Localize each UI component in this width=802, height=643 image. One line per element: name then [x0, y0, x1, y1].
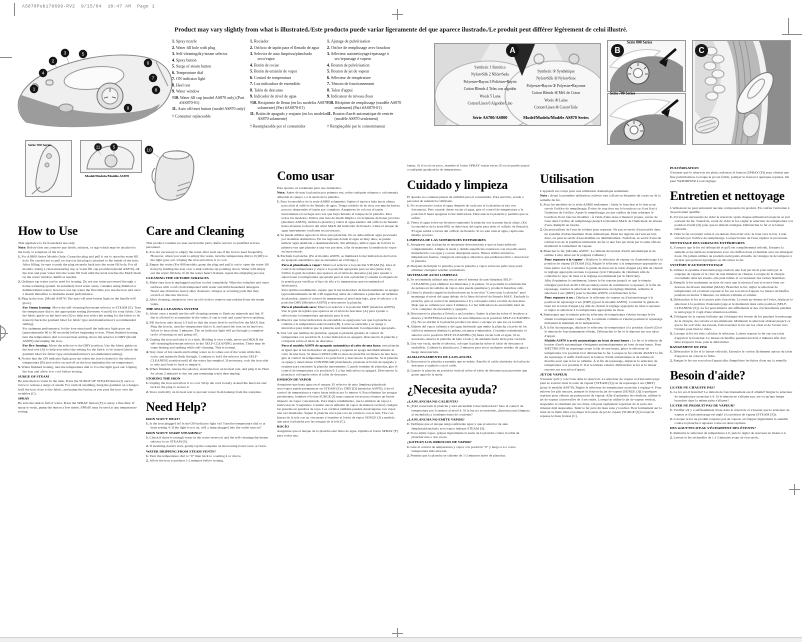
crop-mark — [788, 18, 789, 34]
paragraph: 3. Selector de auto limpieza/planchado seco/vapor — [250, 51, 313, 61]
paragraph: Para el planchado a vapor: Mueva el selector a la posición STEAM (S). Gire el control de temperatura y vapor a la posición apropiada para su tela (entre 4-6). Utilice la guía de tejidos que aparece en el talón de descanso (A) para ayudar a seleccionar la temperatura apropiada para la tela a planchar (consulte la etiqueta de la prenda para verificar el tipo de tela y la temperatura que recomienda el fabricante). — [281, 262, 398, 288]
figure-c-badge: C — [695, 44, 708, 57]
paragraph: 1. For AS800 Series Models Only: Grasp the plug and pull it out to open the water fill hole. Be careful not to pull too hard as the plug is attached to the inside of the hole. After filling, be sure to push the plug securely back into the water fill hole. For all models: Using a clean measuring cup or water fill cup provided (model AS870), tilt the iron and pour water into the water fill hole until the level reaches the MAX mark on the water window. Refill as needed. — [18, 254, 141, 279]
sub-heading: SPRAY — [18, 396, 30, 401]
paragraph: 4. Stay clear of hot steam and boiling water as it comes out of the vents while lint, scale, and minerals flush through. Continue to hold the selector in the SELF-CLEANING position until all the water has emptied. If necessary, rock the iron side to side and front to back to empty it. — [146, 350, 269, 367]
paragraph: 2. Empty the water (For 800 models, grasp the plug and pull it out to open the water fill hole) by holding the iron over a sink with the tip pointing down. Water will empty out the water fill hole. If all the water hasn't drained, repeat the emptying process. — [146, 262, 269, 275]
paragraph: Cotton Blends 4 Telas con algodón — [463, 86, 517, 92]
paragraph: 11. Botón de apagado y reajuste (en los modelos AS870 solamente) — [250, 111, 328, 121]
paragraph: 2. Vierta el agua sobre un lavadero sujetando la plancha con la punta hacia abajo. (En los modelos de la serie 800, se debe tirar del tapón para abrir el orificio de llenado). El agua saldrá a través del orificio de llenado. Si no sale toda el agua, repita este mismo proceso. — [407, 220, 529, 237]
iron-illustration — [10, 38, 185, 143]
figure-a-badge: A — [506, 44, 519, 57]
paragraph: S'assurer qu'il y a de l'eau dans le réservoir. Le sélecteur de vapeur et d'autonettoyage peut se trouver dans la zone de vapeur (STEAM (S)) ou de repassage à sec (DRY) (pour le modèle AS870). Régler le sélecteur de température au moins à réglage 4. Pour enlever les plis tenaces, pomper le bouton du jet de vapeur (SURGE (J)) à quelques reprises pour obtenir un puissant jet de vapeur. Afin d'optimiser les résultats, utiliser le jet de vapeur à intervalles de 3 secondes. Lorsqu'on utilise le jet de vapeur vertical, suspendre le vêtement sur un cintre. On peut également vaporiser de la sorte des rideaux déjà suspendus. Tenir le fer près du tissu sans y toucher. Tirer fermement sur le tissu de la main libre et pomper le bouton de jet de vapeur (SURGE (J)) lorsqu'on repasse le tissu froissé (C). — [540, 377, 662, 419]
paragraph: 4. Botón de rociar — [250, 62, 279, 68]
sub-heading: SISTEMA DE AUTO LIMPIEZA — [407, 273, 458, 277]
paragraph: Para óptimo rendimiento, espere que la luz indicadora de funcionamiento se apague (aproximadamente de 60 a 90 segundos) antes de comenzar a planchar. Al terminar de planchar, ajuste el control de temperatura al nivel más bajo, pase el selector a la posición DRY (Modelos AS870) y desconecte la plancha. — [281, 288, 399, 305]
paragraph: 1. Le fer est-il branché? Le témoin de fonctionnement est-il allumé? Régler le sélecteur de température au moins à 4. Si le témoin ne s'allume pas, est-ce qu'une lampe branchée dans la même prise s'allume? — [670, 390, 793, 403]
paragraph: Cotton/Linen 6 Algodón/Lino — [467, 101, 513, 106]
paragraph: Wools ⑤ Laine — [544, 97, 568, 103]
sub-heading: EMISIÓN DE VAPOR — [277, 377, 312, 382]
paragraph: 1. Pour les modèles de la série AS800 seulement : Saisir le bouchon et le tirer pour ouvrir l'orifice de remplissage. Éviter de trop tirer sur le bouchon car il est fixé à l'intérieur de l'orifice. Après le remplissage, ne pas oublier de bien refermer le bouchon. Pour tous les modèles : À l'aide d'une tasse à mesurer propre, verser de l'eau dans l'orifice de remplissage jusqu'à la mention MAX de l'indicateur de niveau d'eau. Remplir au besoin. — [540, 202, 663, 227]
paragraph: 1. Vérifier s'il y a suffisamment d'eau dans le réservoir et s'assurer que le sélecteur de vapeur et d'autonettoyage est réglé à la position de vapeur (STEAM (S)). — [670, 408, 790, 417]
sub-heading: DES GOUTTES D'EAU S'ÉCHAPPENT DES ÉVENTS? — [670, 426, 756, 431]
paragraph: Be sure the tank is full of water. Press the SPRAY button (F) to spray a fine mist. If spray is weak, pump the button a few times. SPRAY may be used at any temperature setting. — [18, 401, 137, 414]
paragraph: †10. Water fill cup (model AS870 only) (Part #AS870-01) — [172, 95, 245, 105]
paragraph: 4. Remarquer que le témoin près du sélecteur de température s'éteint lorsque le fer atteint la température voulue (B). Le témoin s'allume et s'éteint pendant le repassage indiquant le maintien de la température. — [540, 312, 663, 325]
fabric-guide-left-caption: Série AS700/AS800 — [472, 115, 508, 120]
paragraph: 2. Fill the iron only about 1/3 full so that the water level is well below the MAX line. Plug the iron in, turn the temperature dial to 6, and stand the iron on its heel rest. Allow to heat about 3 minutes. The on indicator light will go through a complete cycle of turning on and going off. — [146, 320, 266, 337]
paragraph: 2. Llene la plancha según las indicaciones en la sección "Como usar la plancha" pero mantenga el nivel del agua debajo de la línea del nivel de llenado MAX. Enchufe la plancha, gire el control de temperatura a 6 y colóquela sobre el talón de descanso. Deje que se caliente por unos 3 minutos. La luz indicadora de encendido hará un ciclo completo de encendido y apagado. — [407, 290, 529, 311]
section-heading: Entretien et nettoyage — [670, 189, 785, 203]
figure-c-panel — [692, 40, 791, 145]
paragraph: †10. Recipiente de llenar (en los modelos AS870 solamente) (Part #AS870-01) — [250, 100, 329, 110]
paragraph: 5. When finished, release the selector, stand the iron on its heel rest, and plug it in. Heat for about 2 minutes to dry out any remaining water then unplug. — [146, 367, 269, 376]
paragraph: Este aparato es solamente para uso doméstico. — [277, 186, 342, 190]
paragraph: Asegúrese que haya agua en el tanque. El selector de auto limpieza/planchado seco/vapor puede permanecer en STEAM (S) o DRY (D) (modelos AS870). Gire el control de temperatura y vapor hasta indicar por lo menos 4. Para eliminar las arrugas persistentes, bombee el botón SURGE (J) unas cuantas veces para obtener un fuerte impacto de vapor concentrado. Para mejor rendimiento, use la emisión de vapor a intervalos de 3 segundos. Cuando use la emisión de vapor de manera vertical, cuelgue las prendas en ganchos de ropa. Las cortinas también pueden desarrugarse con vapor una vez instaladas. Sujete la plancha cerca pero no en contacto con la tela. Tire con fuerza de la tela con su otra mano y bombee el botón de vapor SURGE (J) a medida que pasa la plancha por las arrugas de la tela (C). — [277, 382, 398, 424]
thumbnail-700-label: Série 700 Series — [28, 143, 52, 147]
column-care-cleaning — [146, 225, 269, 643]
figure-b-badge: B — [611, 44, 624, 57]
sub-heading: THE SELF-CLEANING SYSTEM — [146, 306, 199, 311]
paragraph: 6. Temperature dial — [172, 70, 204, 75]
section-heading: Utilisation — [540, 173, 594, 186]
paragraph: buena. Si el rocío es poco, bombee el botón SPRAY varias veces. El rocío puede usarse a cualquier graduación de temperatura. — [407, 163, 530, 172]
iron-700-mini-illustration — [26, 141, 71, 196]
crop-mark — [782, 34, 802, 35]
paragraph: 1. Remettre le sélecteur de température à 0, puis le régler de nouveau au moins à 4. — [670, 430, 787, 435]
sub-heading: LIMPIEZA DE LAS SUPERFICIES EXTERIORES — [407, 238, 486, 242]
paragraph: S'assurer que le réservoir est plein, enfoncer le bouton (SPRAY (F)) pour obtenir une fine pulvérisation. Lorsque le jet est faible, pomper le bouton à quelques reprises. On peut VAPORISER à tout réglage. — [670, 170, 790, 183]
svg-text:8: 8 — [154, 87, 158, 93]
paragraph: For optimum performance, let the iron stand until the indicator light goes out (approximately 60 to 90 seconds) before beginning to iron. When finished ironing, turn the temperature dial to lowest heat setting, move the selector to DRY (model AS870) and unplug the iron. — [22, 326, 139, 343]
paragraph: 1. Para los modelos de la serie AS800 solamente: Sujete el tapón y hale hacia afuera para abrir el orificio de llenado de agua. Tenga cuidado de no tirar con mucha fuerza para no desprender el tapón por completo. Asegúrese de colocar el tapón nuevamente en su lugar una vez que haya llenado el tanque de la plancha. Para todos los modelos: Utilice una taza de medir limpia o el recipiente de llenar provisto (modelos AS870), incline la plancha y vierta el agua adentro del orificio de llenado hasta alcanzar la marca del nivel MAX del indicador de llenado. Llene el tanque de agua nuevamente conforme sea necesario. — [277, 199, 400, 233]
paragraph: 1. About once a month use the self-cleaning system to flush out minerals and lint. If lint is allowed to accumulate in the vents, it can scorch and cause brown spotting. — [146, 311, 265, 320]
paragraph: Nylon•Silk 2 Nilón•Seda — [471, 72, 509, 77]
paragraph: 1. ¿Está conectada la plancha y está encendida la luz indicadora? Gire el control de temperatura por lo menos al nivel 4. Si la luz no se enciende, ¿funciona una lámpara al enchufarla a la misma toma de corriente? — [407, 404, 530, 417]
paragraph: L'appareil est conçu pour une utilisation domestique seulement. — [540, 189, 630, 193]
paragraph: Note : Avant la première utilisation, enlever tout collant ou étiquette du corps ou de la semelle du fer. — [540, 193, 661, 202]
paragraph: 2. Ordinary tap water can be used for ironing. Do not use water processed through a home-softening system. In extremely hard water areas, consider using distilled or demineralized water; however, use tap water the first time you use the iron and once a month thereafter to maintain steam performance. — [18, 279, 141, 296]
paragraph: † Remplaçable par le consommateur — [327, 124, 386, 129]
section-heading: Como usar — [277, 170, 335, 183]
paragraph: This appliance is for household use only. — [18, 241, 76, 245]
paragraph: 5. Surge of steam button — [172, 64, 212, 69]
column-how-to-use — [18, 225, 141, 643]
paragraph: 1. S'assurer que le fer est débranché et qu'il est complètement refroidi. Essuyer la semelle et les surfaces extérieures avec un chiffon doux et humide avec un détergent doux. Ne jamais utiliser de produits nettoyants abrasifs, de vinaigre ni de tampons à récurer qui peuvent égratigner ou décolorer le fer. — [670, 245, 793, 262]
paragraph: 1. Débrancher le fer et le laisser refroidir. Enrouler le cordon lâchement autour du talon d'appui et en coincer la fiche. — [670, 349, 793, 358]
sub-heading: LE FER NE CHAUFFE PAS? — [670, 385, 716, 390]
paragraph: 2. Allow the iron to preheat 1-2 minutes before ironing. — [146, 458, 224, 463]
registration-target — [0, 326, 6, 339]
figure-b-panel-700 — [607, 93, 686, 145]
parts-list-spanish — [250, 39, 329, 129]
paragraph: 9. Indicateur de niveau d'eau — [327, 94, 373, 99]
paragraph: 8. Talón de descanso — [250, 87, 284, 93]
paragraph: 3. Débrancher le fer et le porter près d'un évier. Le tenir au-dessus de l'évier, déplacer le sélecteur à la position d'autonettoyage et le maintenir dans cette position (SELF-CLEANING (S)). Le fer peut émettre des sifflements et des crachotements pendant le nettoyage; il s'agit d'une situation normale. — [670, 297, 793, 314]
paragraph: †10. Récipient de remplissage (modèle AS870 seulement) (Part #AS870-01) — [327, 100, 402, 110]
svg-text:7: 7 — [151, 75, 155, 81]
sub-heading: WATER DRIPPING FROM STEAM VENTS? — [146, 449, 216, 454]
paragraph: 2. Water fill hole with plug — [172, 45, 216, 50]
section-heading: How to Use — [18, 225, 78, 238]
paragraph: 2. Remplir le fer seulement au tiers de sorte que le niveau d'eau se trouve bien au-dessous du niveau maximal (MAX). Brancher le fer, régler le sélecteur de température à 6 et laisser reposer le fer sur son talon d'appui. Le laisser réchauffer pendant au moins 3 minutes. Le témoin s'allume et s'éteint. — [670, 280, 790, 297]
paragraph: 2. If steaming doesn't start, gently tap the soleplate on the ironing board once or twice. — [146, 444, 267, 449]
sub-heading: LE FER NE PRODUIT PAS DE VAPEUR? — [670, 403, 735, 408]
paragraph: 1. Spray nozzle — [172, 39, 197, 44]
sub-heading: ROCÍO — [277, 424, 289, 429]
paragraph: Be sure there is water in the tank. Press the SURGE OF STEAM button (J) once or twice to release a surge of steam. For vertical steaming, hang the garment on a hanger, hold the iron close to the fabric, and pump the button as you pass the iron over the wrinkles (C). — [18, 379, 139, 396]
section-heading: Cuidado y limpieza — [407, 178, 508, 192]
paragraph: 9. Indicador de nivel de agua — [250, 94, 297, 99]
paragraph: Polyester•Rayon 3 Poliéster•Rayón — [463, 79, 517, 84]
paragraph: 3. Unplug the iron and take it to a sink. Holding it over a sink, move and HOLD the self-cleaning/dry/steam selector in the SELF-CLEANING position. There may be some hissing and spitting while self cleaning. This is normal. — [146, 337, 266, 350]
paragraph: 9. Water window — [172, 89, 200, 94]
paragraph: 2. On peut utiliser de l'eau du robinet pour repasser. Ne pas se servir d'eau traitée dans un système d'adoucissement d'eau domestique. Dans les régions où l'eau est très dure, on peut se servir d'eau distillée ou déminéralisée. Toutefois, se servir d'eau du robinet lors de la première utilisation du fer et une fois par mois par la suite afin de maintenir le rendement de vapeur. — [540, 227, 662, 249]
paragraph: 1. No es necesario vaciar el agua después de cada uso si la plancha se usa con frecuencia. Pero cuando desee vaciar el agua, gire el control de temperatura a la posición 0 hasta apagarse la luz indicadora. Desconecte la plancha y permita que se enfríe. — [407, 203, 529, 220]
section-heading: Care and Cleaning — [146, 225, 244, 238]
paragraph: Cotton Blends ④ Mél. de Coton — [531, 90, 581, 96]
paragraph: 2. Store vertically on its heel rest to prevent water from leaking from the soleplate. — [146, 389, 262, 394]
variation-notice: Product may vary slightly from what is illustrated./Este producto puede variar ligeramente del que aparece ilustrado./Le produit peut différer légèrement de celui illustré. — [174, 26, 628, 33]
paragraph: 7. Luz indicadora de encendido — [250, 81, 301, 86]
paragraph: 2. Ranger le fer sur son talon d'appui afin d'empêcher les fuites d'eau sur la semelle. — [670, 358, 788, 363]
paragraph: 2. Después de limpiar la plancha, pase la plancha a vapor sobre un paño viejo para eliminar cualquier residuo acumulado. — [407, 263, 523, 272]
parts-list-french — [327, 39, 403, 129]
crop-mark — [14, 3, 15, 16]
paragraph: 4. Bouton de pulvérisation — [327, 62, 370, 68]
svg-text:11: 11 — [95, 144, 101, 150]
paragraph: L'utilisateur ne peut entretenir aucune composante du produit. En confier l'entretien à du personnel qualifié. — [670, 206, 790, 215]
paragraph: 2. Lorsque le fer ne produit toujours pas de vapeur, en frapper légèrement la semelle contre la planche à repasser à une ou deux reprises. — [670, 416, 789, 425]
prepress-header: AS870Pub178699-RV2 9/15/04 10:47 AM Page 1 — [22, 4, 155, 9]
sub-heading: PULVÉRISATION — [670, 166, 699, 170]
sub-heading: NETTOYAGE DES SURFACES EXTÉRIEURES — [670, 241, 745, 245]
paragraph: Nota: Antes de usar la plancha por primera vez, retire cualquier etiqueta o calcomanía adherida al cuerpo o a la suela de la plancha. — [277, 190, 398, 199]
figure-b-800-label: Série 800 Series — [627, 40, 653, 45]
svg-text:10: 10 — [146, 147, 152, 153]
paragraph: Asegúrese que el tanque de la plancha esté lleno de agua. Oprima el botón SPRAY (F) para rociar una — [277, 429, 398, 438]
paragraph: 11. Auto off/reset button (model AS870 only) — [172, 106, 245, 111]
paragraph: 1. Rociador — [250, 39, 269, 44]
paragraph: Wools 5 Lana — [479, 93, 501, 99]
sub-heading: SURGE OF STEAM — [18, 374, 49, 379]
paragraph: 2. Orifice de remplissage avec bouchon — [327, 45, 391, 50]
paragraph: 3. Sélecteur autonettoyage/repassage à sec/repassage à vapeur — [327, 51, 389, 61]
column-utilisation — [540, 173, 663, 638]
paragraph: 1. It is not necessary to empty the water after each use if the iron is used frequently. However, when you want to empty the water, turn the temperature dial to 0 (Off) so the light goes out. Unplug the iron and allow it to cool. — [146, 249, 268, 262]
paragraph: Pour repasser à la vapeur : Déplacer le sélecteur de vapeur ou d'autonettoyage à la position de vapeur (STEAM (S)). Régler le sélecteur à la température appropriée au tissu (entre 4 et 6). Consulter le guide de tissu sur le talon d'appui (A) afin de choisir le réglage approprié au tissu à repasser (voir l'étiquette du vêtement afin de connaître le type de tissu et le réglage recommandé par le fabricant). — [544, 257, 663, 278]
paragraph: 1. Desconecte la plancha y permita que se enfríe. Enrolle el cable alrededor del talón de descanso y sujételo con el cable. — [407, 359, 530, 368]
paragraph: 8. Talon d'appui — [327, 87, 353, 93]
paragraph: Synthetic ① Synthétique — [537, 69, 575, 74]
paragraph: 2. Guarde la plancha en posición vertical sobre el talón de descanso para prevenir que gotee agua de la suela. — [407, 368, 528, 377]
sub-heading: ALMACENAMIENTO DE LA PLANCHA — [407, 354, 472, 359]
paragraph: 1. Se recomienda utilizar una vez al mes el sistema de auto limpieza SELF-CLEANING para eliminar los minerales y la pelusa. Si se permite la acumulación de pelusa en las salidas de vapor, ésta puede quemarse y producir manchas café. — [407, 277, 527, 290]
paragraph: 2. Si no emite vapor, golpee ligeramente la suela de la plancha contra la tabla de planchar una o dos veces. — [407, 430, 520, 439]
fabric-guide-panel — [434, 43, 601, 126]
svg-text:1: 1 — [32, 86, 36, 92]
svg-text:4: 4 — [41, 70, 45, 76]
fabric-guide-right-caption: Model/Modelo/Modèle AS870 Series — [523, 115, 589, 120]
paragraph: Cotton•Linen ⑥ Coton•Toile — [534, 105, 578, 110]
paragraph: 3. Brancher le fer. (Modèle AS870 : Le témoin du bouton d'arrêt automatique et de remise à zéro situé sur la poignée s'allume.) — [540, 248, 656, 257]
paragraph: 6. Sélecteur de température — [327, 75, 371, 80]
page-bottom-edge — [0, 637, 802, 642]
paragraph: 1. Is the iron plugged in? Is the ON indicator light on? Turn the temperature dial to at least setting 4. If the light is not on, will a lamp plugged into the outlet turn on? — [146, 421, 266, 430]
paragraph: 5. Una vez que termine de planchar, apague la plancha girando el control de temperatura a la posición O. La luz indicadora se apagará. Desconecte la plancha y colóquela sobre el talón de descanso. — [277, 330, 398, 343]
paragraph: 1. Make sure iron is unplugged and has cooled completely. Wipe the soleplate and outer surfaces with a soft cloth dampened with water and mild household detergent. Never use abrasives, heavy-duty cleansers, vinegar or scouring pads that may scratch or discolor the iron. — [146, 280, 269, 297]
registration-cross — [392, 9, 403, 20]
paragraph: 2. After cleaning, steam iron over an old cloth to remove any residue from the steam vents. — [146, 297, 265, 306]
paragraph: 7. Témoin de fonctionnement — [327, 81, 375, 86]
paragraph: 3. Desconecte la plancha y llévela a un lavadero. Sujete la plancha sobre el lavadero y mueva y SOSTENGA el selector de auto limpieza en la posición SELF-CLEANING (S). No se alarme si la plancha produce un siseo o escupe ya que eso es normal. — [407, 311, 530, 324]
fabric-guide-dials-illustration — [435, 44, 600, 125]
vertical-steaming-illustration — [693, 41, 790, 144]
paragraph: 1. Asegúrese que la plancha se encuentre desconectada y que se haya enfriado completamente. Limpie la suela y demás superficies exteriores con un paño suave humedecido con agua y con un detergente suave. Nunca utilice abrasivos, limpiadores fuertes, vinagre ni estropajos abrasivos que pudieran rallar o descolorar la plancha. — [407, 242, 529, 264]
paragraph: 3. Plug in the iron. (Model AS870: The auto-off reset button light on the handle will glow.) — [18, 296, 136, 305]
column-como-usar — [277, 170, 400, 640]
paragraph: 1. Unplug the iron and allow it to cool. Wrap the cord loosely around the heel rest and tuck in the plug to secure it. — [146, 381, 267, 390]
registration-cross — [789, 484, 800, 495]
paragraph: 4. Notice that the ON indicator light goes out when the iron is heated to the selected temperature (B) and cycles on and off as the iron maintains the set temperature. — [18, 356, 136, 365]
sub-heading: RANGEMENT DU FER — [670, 345, 707, 349]
section-heading: ¿Necesita ayuda? — [407, 383, 498, 397]
thumbnail-as870-caption: Model/Modelo/Modèle AS870 — [84, 174, 130, 178]
section-heading: Besoin d'aide? — [670, 369, 746, 383]
paragraph: Note: Before first use, remove any labels, stickers, or tags which may be attached to the body or soleplate of the iron. — [18, 245, 137, 254]
paragraph: 6. Control de temperatura — [250, 75, 292, 80]
svg-text:2: 2 — [51, 58, 55, 64]
paragraph: 3. Enchufe la plancha. (En el modelo AS870, se iluminará la luz indicadora del botón de apagado automático que se encuentra en el mango.) — [277, 254, 397, 263]
paragraph: 3. Self-cleaning/dry/steam selector — [172, 51, 228, 56]
iron-as870-mini-illustration — [81, 141, 141, 172]
sub-heading: CLEANING THE OUTSIDE SURFACES — [146, 276, 209, 280]
paragraph: 4. S'éloigner de la vapeur brûlante qui s'échappe des évents du fer pendant le nettoyage de la charpie, du calcaire et des minéraux. Maintenir le sélecteur abaissé jusqu'à ce que le fer soit vide. Au besoin, faire basculer le fer sur les côtés et de l'avant vers l'arrière pour bien le vider. — [670, 314, 792, 331]
paragraph: 4. Observe que la luz indicadora de encendido se apaga una vez que la plancha se calienta a la temperatura seleccionada (B). La luz se enciende y se apaga a intervalos para indicar que la plancha está manteniendo la temperatura apropiada. — [277, 317, 396, 331]
paragraph: For Steam Ironing: Move the self-cleaning/dry/steam selector to STEAM (S). Turn the temperature dial to the appropriate setting (between 4 and 6) for your fabric. Use the fabric guide on the heel rest (A) to help you select the setting for the fabric to be ironed (check the garment label for fabric type and manufacturer's recommended setting). — [22, 305, 141, 326]
svg-text:5: 5 — [81, 51, 85, 57]
paragraph: 5. Una vez vacía, suelte el selector, coloque la plancha sobre el talón de descanso y enchúfela. Caliente la plancha por 2 minutos para secar cualquier residuo de agua y luego desconéctela. — [407, 341, 529, 354]
paragraph: 2. Laisser le fer réchauffer de 1 à 2 minutes avant de s'en servir. — [670, 435, 760, 440]
paragraph: 1. Gire el control de temperatura y vapor a la posición "0" y luego a 4 o a una temperatura más elevada. — [407, 444, 516, 453]
sub-heading: ¿GOTEAN LOS ORIFICIOS DE VAPOR? — [407, 440, 472, 445]
paragraph: 1. Check if there is enough water in the water reservoir and the self-cleaning/dry/steam selector is on STEAM (S). — [146, 435, 268, 444]
thumbnail-700-series — [25, 140, 72, 197]
paragraph: 1. Verifique que el tanque tenga suficiente agua y que el selector de auto limpieza/planchado seco/vapor indique STEAM (S). — [407, 422, 509, 431]
paragraph: 8. Heel rest — [172, 82, 191, 88]
paragraph: This product contains no user serviceable parts. Refer service to qualified service personnel. — [146, 241, 260, 250]
paragraph: 1. Ajutage de pulvérisation — [327, 39, 371, 44]
paragraph: 1. Utiliser le système d'autonettoyage environ une fois par mois pour nettoyer la soupape de vapeur et la cuve de tout minéral ou charpie. Lorsque de la charpie s'accumule dans les évents, elle peut brûler et occasionner des taches brunâtres. — [670, 267, 786, 280]
paragraph: † Consumer replaceable — [172, 114, 211, 119]
svg-text:5: 5 — [112, 144, 116, 150]
sub-heading: STORING THE IRON — [146, 376, 181, 381]
paragraph: 7. ON indicator light — [172, 76, 206, 81]
paragraph: 5. Botón de emisión de vapor — [250, 69, 298, 74]
paragraph: 1. Turn the temperature dial to "0" then back to a setting 4 or above. — [146, 453, 242, 458]
water-fill-cup-illustration — [142, 144, 198, 202]
paragraph: 2. Vider le fer en tenant celui-ci au-dessus d'un évier avec le bout vers le bas. L'eau s'écoule par l'orifice de remplissage. Lorsqu'il reste de l'eau, répéter le processus. — [670, 231, 788, 240]
paragraph: † Reemplazable por el consumidor — [250, 124, 306, 129]
svg-text:9: 9 — [126, 105, 130, 111]
paragraph: Polyester•Rayon ③ Polyester•Rayonne — [526, 83, 586, 88]
sub-heading: IRON WON'T HEAT? — [146, 416, 181, 421]
paragraph: 4. Spray button — [172, 57, 197, 63]
sub-heading: JET DE VAPEUR — [540, 372, 568, 377]
sub-heading: IRON WON'T START STEAMING? — [146, 430, 202, 435]
column-cuidado — [407, 163, 530, 639]
sub-heading: SYSTÈME D'AUTONETTOYAGE — [670, 263, 724, 268]
paragraph: Nylon•Silk ② Nylon•Soie — [536, 76, 576, 81]
paragraph: Afin d'optimiser le rendement, laisser le fer reposer jusqu'à ce que le témoin s'éteigne (environ de 60 à 90 secondes) avant de commencer à repasser. À la fin du repassage, tourner le sélecteur de température au réglage minimal, remettre le sélecteur à sec (DRY) pour le modèle AS870, et débrancher le fer. — [544, 278, 661, 295]
svg-text:3: 3 — [63, 50, 67, 56]
paragraph: El aparato no contiene piezas de utilidad para el consumidor. Para servicio, acuda a personal de asistencia calificado. — [407, 194, 524, 203]
paragraph: 2. Se puede utilizar agua de la llave para planchar. No se debe utilizar agua procesada por sistemas domésticos. En las regiones donde el agua es muy dura, se puede utilizar agua destilada o desmineralizada. Sin embargo, utilice agua de la llave la primera vez que planche y una vez por mes, a fin de mantener la emisión de vapor en buen estado. — [277, 232, 397, 254]
paragraph: 2. Orificio de tapón para el llenado de agua — [250, 45, 320, 50]
paragraph: 1. Il n'est pas nécessaire de vider le réservoir après chaque utilisation lorsqu'on se sert souvent du fer. Toutefois, avant de vider le fer, régler le sélecteur de température à la position d'arrêt (O) pour que le témoin s'éteigne. Débrancher le fer et le laisser refroidir. — [670, 214, 793, 232]
dial-700-illustration — [608, 94, 685, 144]
paragraph: 11. Bouton d'arrêt automatique de rentrée (modèle AS870 seulement) — [327, 111, 394, 121]
section-heading: Need Help? — [146, 400, 207, 414]
paragraph: 4. Aléjese del vapor caliente y del agua hirviendo que emite la plancha a través de los orificios mientras elimina la pelusa, escamas y minerales. Continúe sosteniendo el selector en la posición SELF-CLEANING (S) hasta vaciar toda el agua. Si es necesario, mueva la plancha de lado a lado y de adelante hacia atrás para vaciarla. — [407, 324, 527, 341]
paragraph: Para el planchado seco: Mueva el selector a la posición DRY (modelos AS870). Use la guía de tejidos que aparece en el talón de descanso (A) para ayudar a seleccionar la temperatura apropiada para la tela. — [281, 305, 396, 318]
paragraph: For Dry Ironing: Move the selector to the DRY position. Use the fabric guide on the heel rest (A) to help you select the setting for the fabric to be ironed (check the garment label for fabric type and manufacturer's recommended setting). — [22, 343, 139, 356]
svg-text:6: 6 — [146, 60, 150, 66]
sub-heading: ¿LA PLANCHA NO CALIENTA? — [407, 399, 459, 404]
column-entretien — [670, 165, 793, 638]
sub-heading: ¿LA PLANCHA NO EMITE VAPOR? — [407, 417, 465, 422]
thumbnail-as870 — [80, 140, 142, 173]
paragraph: Modèle AS870 à arrêt automatique au bout de une heure : Le fer et le témoin du bouton d'arrêt automatique s'éteignent automatiquement au bout de une heure. Pour METTRE FIN au repassage avant la fin de une heure, gérer le sélecteur de température à la position O et débrancher le fer. Lorsque le fer s'éteint AVANT la fin du repassage, il suffit d'enfoncer le bouton d'arrêt automatique et de remise en marche pour que le fer se rallume. À la fin du repassage, déplacer le sélecteur de température à la position 0. Il et le témoin s'éteint. Débrancher le fer et le laisser reposer sur son talon d'appui. — [544, 338, 663, 372]
paragraph: 2. Permita que la plancha se caliente de 1-2 minutos antes de planchar. — [407, 453, 506, 458]
paragraph: 5. Lorsque le fer est vide, relâcher le sélecteur. Laisser reposer le fer sur son talon d'appui et le brancher. Le laisser réchauffer pendant environ 2 minutes afin d'en faire évaporer l'eau, puis le débrancher. — [670, 331, 786, 344]
paragraph: 5. When finished ironing, turn the temperature dial to 0 so the light goes out. Unplug the iron and allow it to cool before storing. — [18, 365, 137, 374]
paragraph: 5. À la fin du repassage, déplacer le sélecteur de température à la position d'arrêt (O) et le témoin de fonctionnement s'éteint. Débrancher le fer et le déposer sur son talon d'appui. — [540, 325, 662, 338]
figure-b-700-label: Série 700 Series — [610, 91, 636, 96]
paragraph: Pour repasser à sec : Déplacer le sélecteur de vapeur ou d'autonettoyage à la position de repassage à sec (DRY) (pour le modèle AS870). Consulter le guide de tissu sur le talon d'appui (A) afin de choisir le réglage approprié au tissu à repasser et régler le sélecteur à la température appropriée au tissu. — [544, 295, 661, 312]
paragraph: Synthetic 1 Sintético — [474, 65, 506, 70]
paragraph: 5. Bouton de jet de vapeur — [327, 69, 370, 74]
paragraph: Para el modelo AS870 de apagado automático al cabo de una hora: esta plancha al igual que la luz indicadora de apagado y reajuste se apaga automáticamente al cabo de una hora. Si desea CONCLUIR la tarea de planchar en menos de una hora, gire el control de temperatura a la posición 0 y desconecte la plancha. Si la plancha se apaga y usted desea CONTINUAR planchando, presione el botón de apagado y reajuste para encender la plancha nuevamente. Cuando termine de planchar, gire el control de temperatura a la posición 0. La luz indicadora se apagará. Desconecte la plancha y colóquela sobre el talón de descanso. — [281, 343, 400, 377]
